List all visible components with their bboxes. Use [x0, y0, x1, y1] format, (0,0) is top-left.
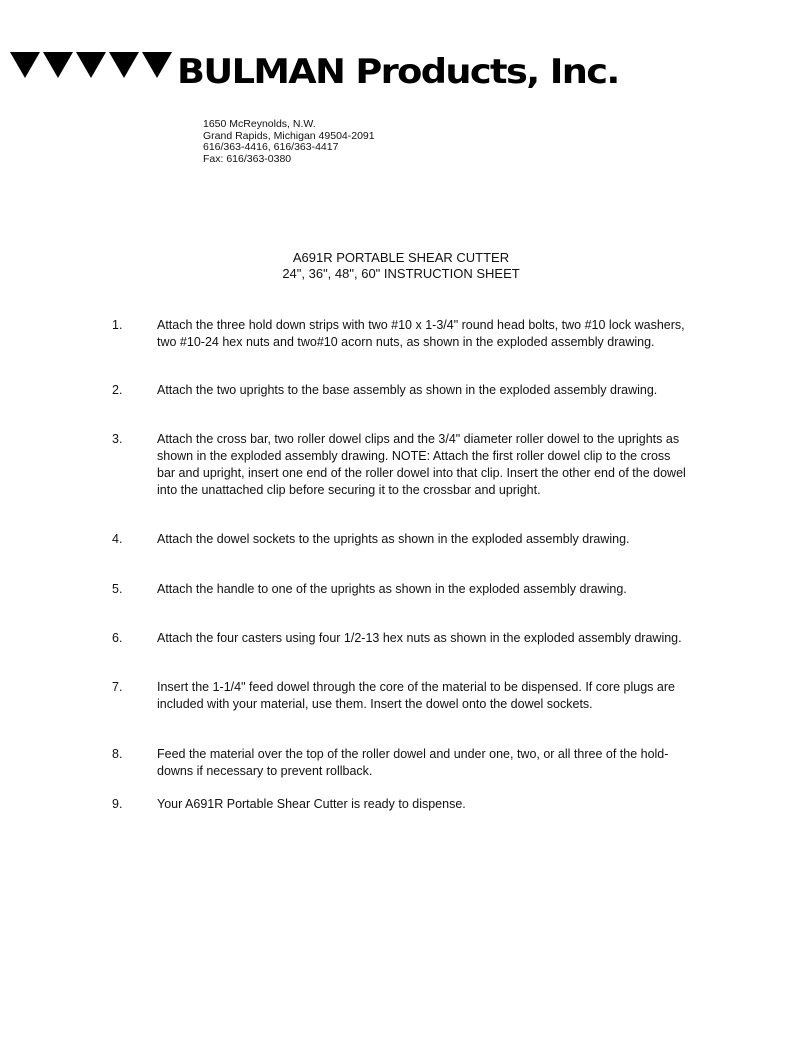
step-text: Attach the four casters using four 1/2-13 hex nuts as shown in the exploded assembly drawing.	[157, 631, 682, 645]
company-address	[203, 119, 375, 165]
triangle-icon	[43, 52, 73, 78]
five-triangle-logo-icon	[10, 52, 175, 92]
document-title	[0, 250, 802, 282]
title-line-2: 24", 36", 48", 60" INSTRUCTION SHEET	[282, 266, 520, 281]
address-phones: 616/363-4416, 616/363-4417	[203, 141, 339, 153]
step-number: 7.	[112, 680, 123, 694]
step-number: 3.	[112, 432, 123, 446]
title-line-1: A691R PORTABLE SHEAR CUTTER	[292, 250, 510, 265]
step-number: 1.	[112, 318, 123, 332]
company-logo	[10, 52, 619, 92]
address-street: 1650 McReynolds, N.W.	[203, 118, 316, 130]
step-number: 9.	[112, 797, 123, 811]
step-text: Feed the material over the top of the roller dowel and under one, two, or all three of the hold-downs if necessary to prevent rollback.	[157, 747, 669, 778]
address-city: Grand Rapids, Michigan 49504-2091	[203, 129, 375, 142]
step-text: Attach the two uprights to the base assembly as shown in the exploded assembly drawing.	[157, 383, 658, 397]
step-text: Attach the three hold down strips with two #10 x 1-3/4" round head bolts, two #10 lock washers, two #10-24 hex nuts and two#10 acorn nuts, as shown in the exploded assembly drawing.	[157, 318, 685, 349]
step-text: Attach the handle to one of the uprights as shown in the exploded assembly drawing.	[157, 582, 627, 596]
triangle-icon	[109, 52, 139, 78]
triangle-icon	[142, 52, 172, 78]
step-number: 6.	[112, 631, 123, 645]
step-number: 4.	[112, 532, 123, 546]
brand-name: BULMAN Products, Inc.	[177, 52, 619, 92]
step-number: 5.	[112, 582, 123, 596]
address-fax: Fax: 616/363-0380	[203, 152, 292, 165]
step-text: Your A691R Portable Shear Cutter is ready to dispense.	[157, 797, 466, 811]
triangle-icon	[10, 52, 40, 78]
triangle-icon	[76, 52, 106, 78]
step-number: 8.	[112, 747, 123, 761]
step-number: 2.	[112, 383, 123, 397]
step-text: Attach the cross bar, two roller dowel clips and the 3/4" diameter roller dowel to the uprights as shown in the exploded assembly drawing. NOTE: Attach the first roller dowel clip to the cross bar and upright, insert one end of the roller dowel into that clip. Insert the other end of the dowel into the unattached clip before securing it to the crossbar and upright.	[157, 432, 686, 497]
step-text: Insert the 1-1/4" feed dowel through the core of the material to be dispensed. If core plugs are included with your material, use them. Insert the dowel onto the dowel sockets.	[157, 680, 675, 711]
step-text: Attach the dowel sockets to the uprights as shown in the exploded assembly drawing.	[157, 532, 630, 546]
